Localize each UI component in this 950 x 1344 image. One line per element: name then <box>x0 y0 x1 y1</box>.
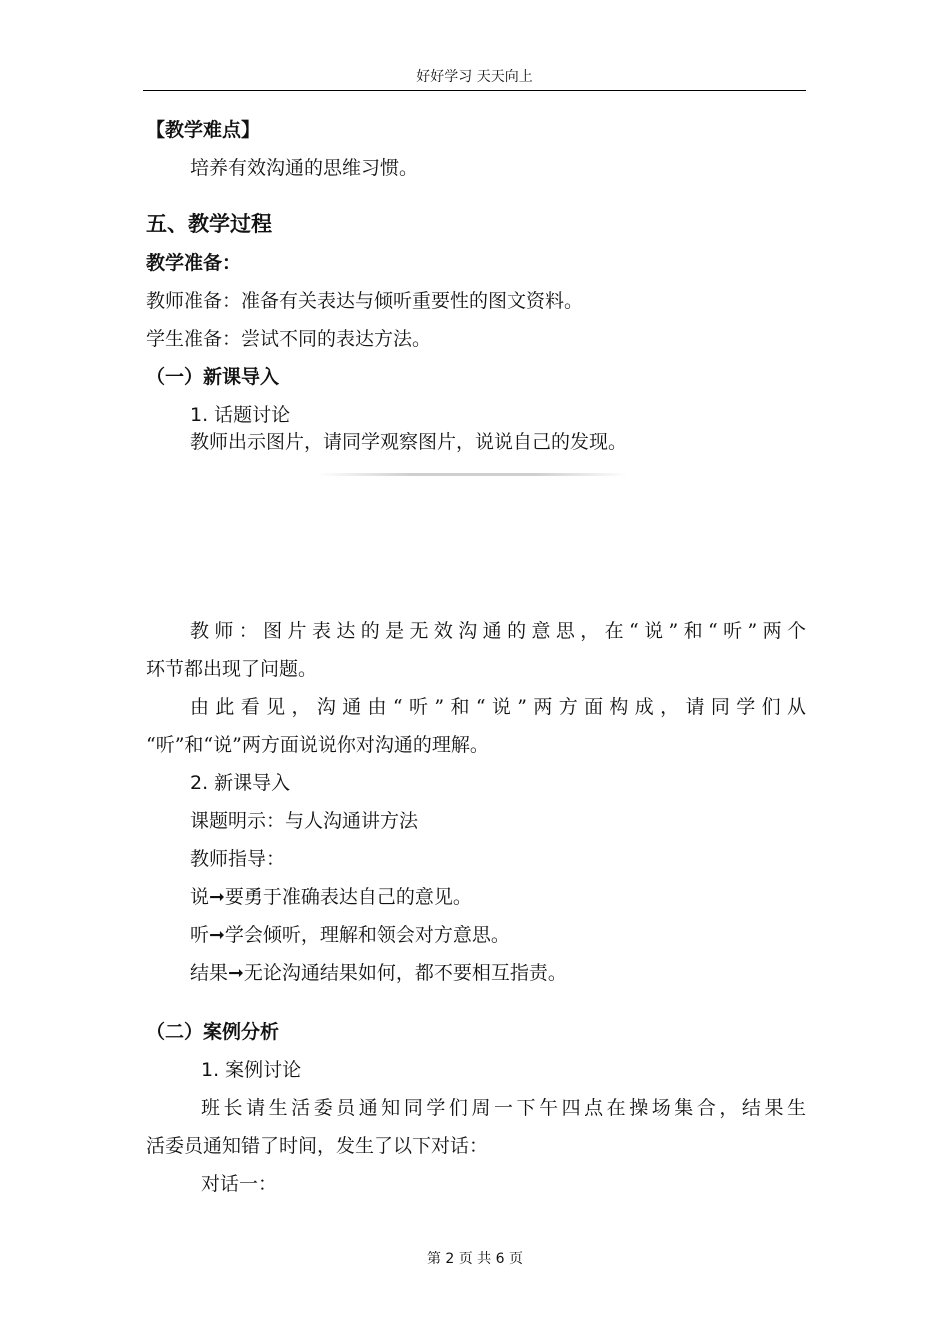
difficulty-heading: 【教学难点】 <box>146 119 261 141</box>
topic-line: 课题明示：与人沟通讲方法 <box>190 810 419 832</box>
section1-item1-title: 1. 话题讨论 <box>190 404 291 426</box>
speak-line: 说➞要勇于准确表达自己的意见。 <box>190 886 472 908</box>
page-footer: 第 2 页 共 6 页 <box>426 1251 524 1267</box>
section1-heading: （一）新课导入 <box>146 366 280 388</box>
discussion-image <box>318 476 628 596</box>
guidance-line: 教师指导： <box>190 848 286 870</box>
difficulty-body: 培养有效沟通的思维习惯。 <box>190 157 419 179</box>
teacher-paragraph2-line2: “听”和“说”两方面说说你对沟通的理解。 <box>146 734 489 756</box>
listen-line: 听➞学会倾听，理解和领会对方意思。 <box>190 924 510 946</box>
dialogue1-label: 对话一： <box>201 1173 278 1195</box>
prep-heading: 教学准备： <box>146 252 242 274</box>
section1-item2-title: 2. 新课导入 <box>190 772 291 794</box>
teacher-paragraph1-line2: 环节都出现了问题。 <box>146 658 318 680</box>
teacher-paragraph1-line1: 教师：图片表达的是无效沟通的意思，在“说”和“听”两个 <box>190 620 806 642</box>
case-line2: 活委员通知错了时间，发生了以下对话： <box>146 1135 489 1157</box>
process-heading: 五、教学过程 <box>146 212 272 236</box>
section2-heading: （二）案例分析 <box>146 1021 280 1043</box>
result-line: 结果➞无论沟通结果如何，都不要相互指责。 <box>190 962 567 984</box>
case-line1: 班长请生活委员通知同学们周一下午四点在操场集合，结果生 <box>201 1097 806 1119</box>
section2-item1-title: 1. 案例讨论 <box>201 1059 302 1081</box>
section1-item1-body: 教师出示图片，请同学观察图片，说说自己的发现。 <box>190 431 628 453</box>
teacher-prep: 教师准备：准备有关表达与倾听重要性的图文资料。 <box>146 290 584 312</box>
page-header: 好好学习 天天向上 <box>143 66 806 91</box>
teacher-paragraph2-line1: 由此看见，沟通由“听”和“说”两方面构成，请同学们从 <box>190 696 806 718</box>
student-prep: 学生准备：尝试不同的表达方法。 <box>146 328 432 350</box>
